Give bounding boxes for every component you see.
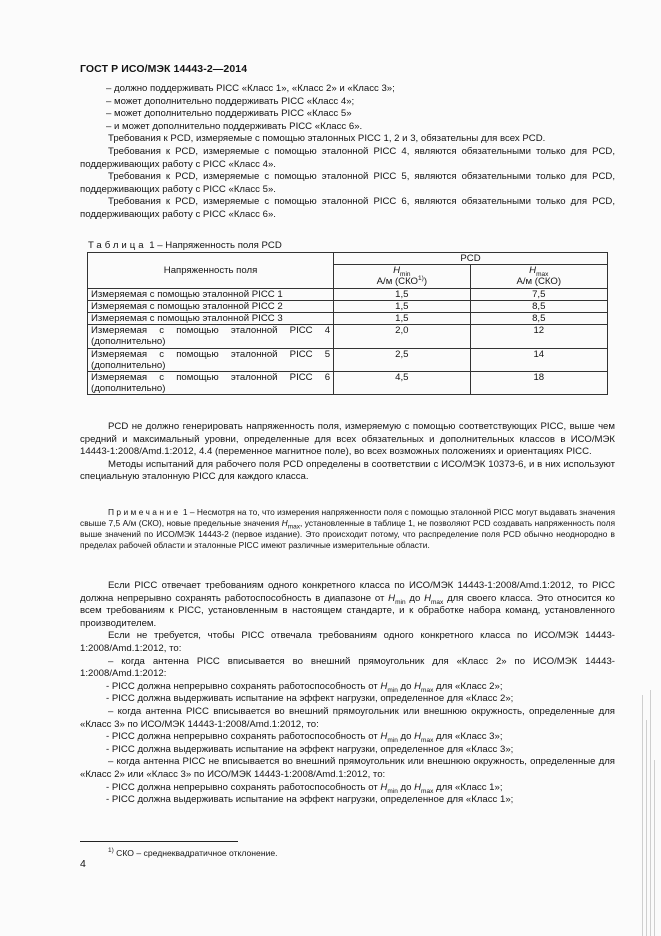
footnote: $^{1)}$ СКО – среднеквадратичное отклонение.	[108, 847, 278, 858]
list-item: - PICC должна выдерживать испытание на эффект нагрузки, определенное для «Класс 1»;	[106, 794, 514, 806]
footnote-divider	[80, 841, 238, 842]
paragraph: Методы испытаний для рабочего поля PCD определены в соответствии с ИСО/МЭК 10373-6, и в них используют специальную эталонную PICC для каждого класса.	[80, 458, 615, 483]
page-number: 4	[80, 858, 86, 870]
column-header-hmin: $H_{min}$ А/м (СКО$^{1)}$)	[334, 265, 470, 288]
table-row: Измеряемая с помощью эталонной PICC 6 (дополнительно) 4,5 18	[88, 372, 608, 395]
list-item: – должно поддерживать PICC «Класс 1», «Класс 2» и «Класс 3»;	[106, 83, 395, 94]
intro-block	[80, 83, 615, 222]
scan-edge-line	[650, 690, 651, 936]
paragraph: Требования к PCD, измеряемые с помощью эталонной PICC 6, являются обязательными только для PCD, поддерживающих работу с PICC «Класс 6».	[80, 196, 615, 220]
field-strength-table	[87, 252, 608, 395]
paragraph: PCD не должно генерировать напряженность поля, измеряемую с помощью соответствующих PICC, выше чем средний и максимальный уровни, определенные для всех обязательных и дополнительных классов в ИСО/МЭК 14443-1:2008/Amd.1:2012, 4.4 (переменное магнитное поле), во всех возможных положениях и ориентациях PICC.	[80, 421, 615, 458]
standard-header: ГОСТ Р ИСО/МЭК 14443-2—2014	[80, 63, 248, 75]
paragraph: – когда антенна PICC вписывается во внешний прямоугольник или внешнюю окружность, определенные для «Класс 3» по ИСО/МЭК 14443-1:2008/Amd.1:2012, то:	[80, 705, 615, 730]
column-group-pcd: PCD	[334, 253, 608, 265]
list-item: - PICC должна непрерывно сохранять работоспособность от $H_{min}$ до $H_{max}$ для «Класс 1»;	[106, 781, 503, 795]
list-item: - PICC должна выдерживать испытание на эффект нагрузки, определенное для «Класс 3»;	[106, 743, 514, 755]
paragraph: Требования к PCD, измеряемые с помощью эталонной PICC 5, являются обязательными только для PCD, поддерживающих работу с PICC «Класс 5».	[80, 171, 615, 195]
column-header-hmax: $H_{max}$ А/м (СКО)	[470, 265, 607, 288]
requirements-block	[80, 580, 615, 807]
list-item: - PICC должна выдерживать испытание на эффект нагрузки, определенное для «Класс 2»;	[106, 693, 514, 705]
after-table-block	[80, 421, 615, 484]
scan-edge-line	[642, 695, 643, 936]
list-item: - PICC должна непрерывно сохранять работоспособность от $H_{min}$ до $H_{max}$ для «Класс 2»;	[106, 680, 503, 694]
table-row: Измеряемая с помощью эталонной PICC 1 1,5 7,5	[88, 288, 608, 300]
paragraph: Если не требуется, чтобы PICC отвечала требованиям одного конкретного класса по ИСО/МЭК 14443-1:2008/Amd.1:2012, то:	[80, 630, 615, 654]
list-item: - PICC должна непрерывно сохранять работоспособность от $H_{min}$ до $H_{max}$ для «Класс 3»;	[106, 731, 503, 745]
table-row: Измеряемая с помощью эталонной PICC 4 (дополнительно) 2,0 12	[88, 325, 608, 348]
paragraph: – когда антенна PICC не вписывается во внешний прямоугольник или внешнюю окружность, определенные для «Класс 2» или «Класс 3» по ИСО/МЭК 14443-1:2008/Amd.1:2012, то:	[80, 756, 615, 780]
list-item: – и может дополнительно поддерживать PICC «Класс 6».	[106, 120, 363, 132]
scan-edge-line	[646, 720, 647, 936]
paragraph: Если PICC отвечает требованиям одного конкретного класса по ИСО/МЭК 14443-1:2008/Amd.1:2012, то PICC должна непрерывно сохранять работоспособность в диапазоне от $H_{min}$ до $H_{max}$ для своего класса. Это относится ко всем требованиям к PICC, установленным в настоящем стандарте, и к обработке набора команд, установленного производителем.	[80, 580, 616, 629]
list-item: – может дополнительно поддерживать PICC «Класс 4»;	[106, 95, 355, 107]
paragraph: Требования к PCD, измеряемые с помощью эталонных PICC 1, 2 и 3, обязательны для всех PCD.	[108, 133, 546, 145]
paragraph: Требования к PCD, измеряемые с помощью эталонной PICC 4, являются обязательными только для PCD, поддерживающих работу с PICC «Класс 4».	[80, 145, 615, 170]
scan-edge-line	[654, 760, 655, 936]
paragraph: – когда антенна PICC вписывается во внешний прямоугольник для «Класс 2» по ИСО/МЭК 14443-1:2008/Amd.1:2012:	[80, 655, 615, 680]
table-row: Измеряемая с помощью эталонной PICC 2 1,5 8,5	[88, 300, 608, 312]
list-item: – может дополнительно поддерживать PICC «Класс 5»	[106, 108, 352, 120]
table-caption: Таблица 1 – Напряженность поля PCD	[88, 240, 282, 251]
table-row: Измеряемая с помощью эталонной PICC 3 1,5 8,5	[88, 313, 608, 325]
table-row: Измеряемая с помощью эталонной PICC 5 (дополнительно) 2,5 14	[88, 348, 608, 371]
note-1: Примечание 1 – Несмотря на то, что измерения напряженности поля с помощью эталонной PICC могут выдавать значения свыше 7,5 А/м (СКО), новые предельные значения $H_{max}$, установленные в таблице 1, не позволяют PCD создавать напряженность поля выше значений по ИСО/МЭК 14443-2 (первое издание). Это происходит потому, что распределение поля PCD обычно неоднородно в пределах рабочей области и эталонные PICC имеют различные измерительные области.	[80, 507, 616, 550]
column-header-field: Напряженность поля	[88, 253, 334, 289]
